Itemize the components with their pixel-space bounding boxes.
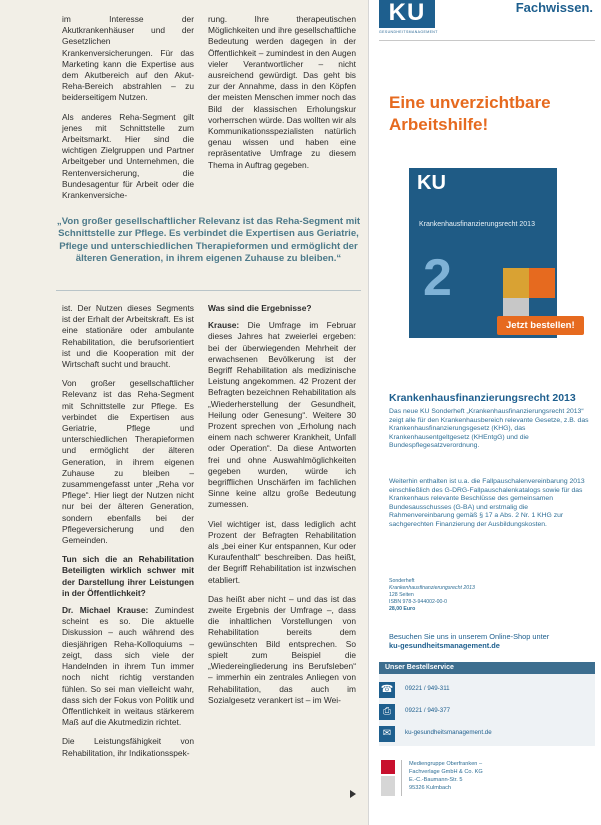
interview-answer bbox=[62, 605, 194, 728]
publisher-line: 95326 Kulmbach bbox=[409, 785, 451, 791]
divider bbox=[379, 40, 595, 41]
ad-product-title: Krankenhausfinanzierungsrecht 2013 bbox=[389, 392, 576, 404]
paragraph: Das heißt aber nicht – und das ist das zweite Ergebnis der Umfrage –, dass die inhaltlichen Vorstellungen von Rehabilitation bereits dem gewünschten Bild entsprechen. So spielt zum Beispiel die „Wiedereingliederung ins Berufsleben“ – immerhin ein zentrales Anliegen von Rehabilitation, das auch im Sozialgesetz verankert ist – im Wei- bbox=[208, 593, 356, 705]
book-title: Krankenhausfinanzierungsrecht 2013 bbox=[419, 221, 535, 228]
fax-row bbox=[379, 702, 595, 722]
ad-tagline: Fachwissen. bbox=[515, 0, 593, 15]
info-isbn: ISBN 978-3-944002-00-0 bbox=[389, 599, 447, 605]
continue-arrow-icon bbox=[350, 790, 356, 798]
shop-notice bbox=[389, 632, 594, 651]
cover-square bbox=[529, 268, 555, 298]
book-logo: KU bbox=[417, 172, 446, 194]
pull-quote: „Von großer gesellschaftlicher Relevanz ist das Reha-Segment mit Schnittstelle zur Pflege. Es verbindet die Expertisen aus Geriatrie, Pflege und unterschiedlichen Therapieformen und ermöglicht der älteren Generation, in ihrem eigenen Zuhause zu bleiben.“ bbox=[56, 216, 361, 265]
paragraph: ist. Der Nutzen dieses Segments ist der Erhalt der Arbeitskraft. Es ist eine stationäre oder ambulante Rehabilitation, die berufsorientiert ist und die Kooperation mit der Wirtschaft sucht und braucht. bbox=[62, 303, 194, 370]
email-row bbox=[379, 724, 595, 744]
paragraph: im Interesse der Akutkrankenhäuser und der Gesetzlichen Krankenversicherungen. Für das Marketing kann die Expertise aus dem Akutbereich auf den Akut-Reha-Bereich abstrahlen – zu beiderseitigem Nutzen. bbox=[62, 14, 194, 103]
ku-logo-subtitle: GESUNDHEITSMANAGEMENT bbox=[379, 30, 438, 34]
info-price: 28,00 Euro bbox=[389, 606, 416, 612]
answer-text: Zumindest scheint es so. Die aktuelle Diskussion – auch während des diesjährigen Reha-Kolloquiums – zeigt, dass sich viele der Handelnden in ihrem Tun immer noch nicht richtig verstanden fühlen. So sei man vielleicht wahr, dass sich der Fokus von Politik und Öffentlichkeit in weitaus stärkerem Maß auf die Akutmedizin richtet. bbox=[62, 605, 194, 728]
shop-link[interactable]: ku-gesundheitsmanagement.de bbox=[389, 641, 500, 651]
paragraph: Viel wichtiger ist, dass lediglich acht Prozent der Befragten Rehabilitation als „bei einer Kur entspannen, Kur oder Kuraufenthalt“ beschreiben. Das heißt, der Begriff Rehabilitation ist inzwischen etabliert. bbox=[208, 518, 356, 585]
order-now-button[interactable]: Jetzt bestellen! bbox=[497, 316, 584, 335]
email-address[interactable]: ku-gesundheitsmanagement.de bbox=[405, 729, 492, 736]
email-icon: ✉ bbox=[379, 726, 395, 742]
shop-text: Besuchen Sie uns in unserem Online-Shop unter bbox=[389, 632, 550, 641]
cover-square bbox=[503, 268, 529, 298]
paragraph: Von großer gesellschaftlicher Relevanz ist das Reha-Segment mit Schnittstelle zur Pflege. Es verbindet die Expertisen aus Geriatrie, Pflege und unterschiedlichen Therapieformen und ermöglicht der älteren Generation, in ihrem eigenen Zuhause zu bleiben – zusammengefasst unter „Reha vor Pflege“. Hier liegt der Nutzen nicht nur bei der älteren Generation, sondern ebenfalls bei der Pflegeversicherung und den Gemeinden. bbox=[62, 378, 194, 546]
fax-icon: ⎙ bbox=[379, 704, 395, 720]
paragraph: Die Leistungsfähigkeit von Rehabilitation, ihr Indikationsspek- bbox=[62, 736, 194, 758]
phone-row bbox=[379, 680, 595, 700]
publisher-line: Fachverlage GmbH & Co. KG bbox=[409, 769, 483, 775]
fax-number: 09221 / 949-377 bbox=[405, 707, 451, 714]
publisher-address bbox=[409, 760, 589, 792]
interview-answer bbox=[208, 320, 356, 510]
phone-number[interactable]: 09221 / 949-311 bbox=[405, 685, 450, 692]
product-info bbox=[389, 578, 589, 613]
phone-icon: ☎ bbox=[379, 682, 395, 698]
info-title: Krankenhausfinanzierungsrecht 2013 bbox=[389, 585, 475, 591]
speaker-name: Dr. Michael Krause: bbox=[62, 605, 149, 616]
book-cover-image bbox=[409, 168, 557, 338]
ad-description: Das neue KU Sonderheft „Krankenhausfinanzierungsrecht 2013“ zeigt alle für den Krankenhausbereich relevante Gesetze, z.B. das Krankenhausfinanzierungsgesetz (KHG), das Krankenhausentgeltgesetz (KHEntgG) und die Bundespflegesatzverordnung. bbox=[389, 408, 589, 450]
ad-description: Weiterhin enthalten ist u.a. die Fallpauschalenvereinbarung 2013 einschließlich des G-DRG-Fallpauschalenkatalogs sowie für das Krankenhaus relevante Beschlüsse des gemeinsamen Bundesausschusses (G-BA) und erstmalig die Rahmenvereinbarung gemäß § 17 a Abs. 2 Nr. 1 KHG zur sachgerechten Finanzierung der Ausbildungskosten. bbox=[389, 478, 585, 528]
divider bbox=[56, 290, 361, 291]
ad-headline: Eine unverzichtbare Arbeitshilfe! bbox=[389, 93, 551, 134]
publisher-logo bbox=[381, 760, 397, 796]
publisher-line: E.-C.-Baumann-Str. 5 bbox=[409, 777, 463, 783]
paragraph: Als anderes Reha-Segment gilt jenes mit Schnittstelle zum Arbeitsmarkt. Hier sind die wichtigen Zielgruppen und Partner Arbeitgeber und Unternehmen, die Rentenversicherung, die Bundesagentur für Arbeit oder die Krankenversiche- bbox=[62, 111, 194, 201]
paragraph: rung. Ihre therapeutischen Möglichkeiten und ihre gesellschaftliche Bedeutung werden dagegen in der Öffentlichkeit – zumindest in den Augen vieler Verantwortlicher – nicht ausreichend gewürdigt. Das geht bis zur der Annahme, dass in den Köpfen der meisten Menschen immer noch das Bild der klassischen Erholungskur vorherrschen würde. Das wollten wir als Kommunikationsspezialisten natürlich genau wissen und haben eine repräsentative Umfrage zu diesem Thema in Auftrag gegeben. bbox=[208, 14, 357, 170]
article-column-2-top bbox=[208, 14, 356, 179]
interview-question: Tun sich die an Rehabilitation Beteiligten wirklich schwer mit der Darstellung ihrer Leistungen in der Öffentlichkeit? bbox=[62, 554, 194, 598]
advertisement bbox=[368, 0, 601, 825]
order-service-title: Unser Bestellservice bbox=[379, 662, 595, 674]
book-digits: 2 bbox=[423, 249, 452, 307]
logo-block bbox=[381, 760, 395, 774]
publisher-line: Mediengruppe Oberfranken – bbox=[409, 761, 483, 767]
info-label: Sonderheft bbox=[389, 578, 415, 584]
logo-block bbox=[381, 776, 395, 796]
info-pages: 128 Seiten bbox=[389, 592, 414, 598]
divider bbox=[401, 760, 402, 796]
ku-logo: KU bbox=[379, 0, 435, 28]
answer-text: Die Umfrage im Februar dieses Jahres hat zweierlei ergeben: bei der überwiegenden Mehrheit der erwachsenen Bevölkerung ist der Begriff Rehabilitation als medizinische Leistung angekommen. 42 Prozent der Befragten bezeichnen Rehabilitation als „Wiederherstellung der Gesundheit, Heilung oder Genesung“. Weitere 30 Prozent sprechen von „Erholung nach einem nach schwerer Krankheit, Unfall oder Operation“. Da diese Antworten frei und ohne Auswahlmöglichkeiten gegeben wurden, würde ich begrifflichen Unschärfen im fachlichen Sinne keine allzu große Bedeutung zumessen. bbox=[208, 320, 356, 510]
article-column-1-bottom bbox=[62, 303, 194, 767]
article-column-2-bottom bbox=[208, 303, 356, 714]
article-column-1-top bbox=[62, 14, 194, 209]
interview-question: Was sind die Ergebnisse? bbox=[208, 303, 312, 313]
speaker-name: Krause: bbox=[208, 320, 240, 331]
